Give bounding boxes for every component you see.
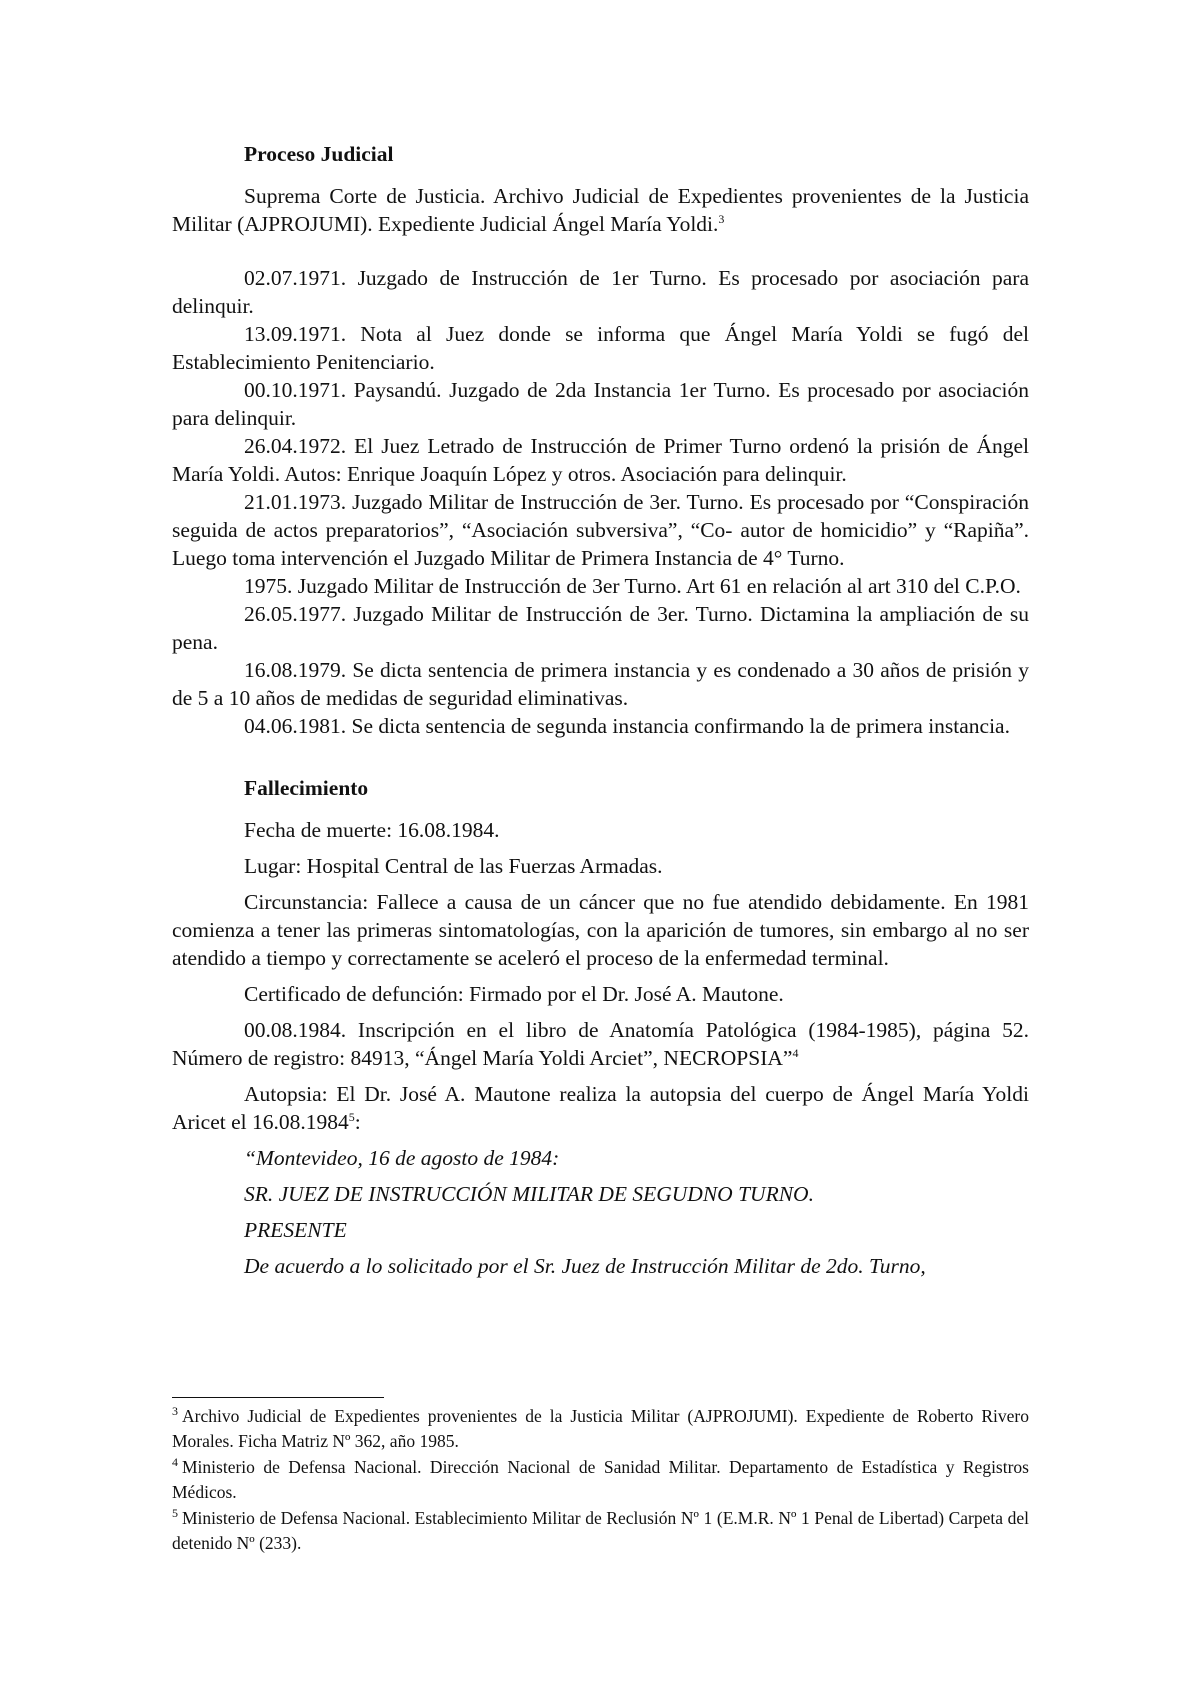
- autopsia-text: Autopsia: El Dr. José A. Mautone realiza la autopsia del cuerpo de Ángel María Yoldi Aricet el 16.08.1984: [172, 1082, 1029, 1134]
- section-heading-fallecimiento: Fallecimiento: [244, 776, 369, 800]
- footnote: [172, 1404, 1029, 1454]
- source-paragraph: [172, 182, 1029, 238]
- entry-paragraph: 13.09.1971. Nota al Juez donde se informa que Ángel María Yoldi se fugó del Establecimiento Penitenciario.: [172, 322, 1029, 374]
- entry-paragraph: 16.08.1979. Se dicta sentencia de primera instancia y es condenado a 30 años de prisión y de 5 a 10 años de medidas de seguridad eliminativas.: [172, 658, 1029, 710]
- footnote: [172, 1455, 1029, 1505]
- footnote-text: Ministerio de Defensa Nacional. Establecimiento Militar de Reclusión Nº 1 (E.M.R. Nº 1 Penal de Libertad) Carpeta del detenido Nº (233).: [172, 1508, 1029, 1553]
- footnotes: [172, 1404, 1029, 1557]
- entry-paragraph: 04.06.1981. Se dicta sentencia de segunda instancia confirmando la de primera instancia.: [244, 714, 1010, 738]
- footnote-separator: [172, 1397, 384, 1398]
- fallecimiento-section: [172, 774, 1029, 1280]
- entry-paragraph: 21.01.1973. Juzgado Militar de Instrucción de 3er. Turno. Es procesado por “Conspiración seguida de actos preparatorios”, “Asociación subversiva”, “Co- autor de homicidio” y “Rapiña”. Luego toma intervención el Juzgado Militar de Primera Instancia de 4° Turno.: [172, 490, 1029, 570]
- fecha-muerte: Fecha de muerte: 16.08.1984.: [244, 818, 500, 842]
- entry-paragraph: 1975. Juzgado Militar de Instrucción de 3er Turno. Art 61 en relación al art 310 del C.P.O.: [244, 574, 1021, 598]
- footnote-text: Ministerio de Defensa Nacional. Dirección Nacional de Sanidad Militar. Departamento de Estadística y Registros Médicos.: [172, 1457, 1029, 1502]
- footnote-number: 4: [172, 1455, 178, 1469]
- entry-paragraph: 00.10.1971. Paysandú. Juzgado de 2da Instancia 1er Turno. Es procesado por asociación para delinquir.: [172, 378, 1029, 430]
- entry-paragraph: 02.07.1971. Juzgado de Instrucción de 1er Turno. Es procesado por asociación para delinquir.: [172, 266, 1029, 318]
- certificado: Certificado de defunción: Firmado por el Dr. José A. Mautone.: [244, 982, 784, 1006]
- quote-line: SR. JUEZ DE INSTRUCCIÓN MILITAR DE SEGUDNO TURNO.: [244, 1182, 814, 1206]
- section-heading-proceso: Proceso Judicial: [244, 142, 394, 166]
- lugar: Lugar: Hospital Central de las Fuerzas Armadas.: [244, 854, 663, 878]
- footnote: [172, 1506, 1029, 1556]
- quote-line: De acuerdo a lo solicitado por el Sr. Juez de Instrucción Militar de 2do. Turno,: [244, 1254, 926, 1278]
- footnote-text: Archivo Judicial de Expedientes provenientes de la Justicia Militar (AJPROJUMI). Expediente de Roberto Rivero Morales. Ficha Matriz Nº 362, año 1985.: [172, 1406, 1029, 1451]
- document-body: [172, 140, 1029, 1280]
- source-text: Suprema Corte de Justicia. Archivo Judicial de Expedientes provenientes de la Justicia Militar (AJPROJUMI). Expediente Judicial Ángel María Yoldi.: [172, 184, 1029, 236]
- quote-line: “Montevideo, 16 de agosto de 1984:: [244, 1146, 560, 1170]
- autopsia-end: :: [354, 1110, 361, 1134]
- entry-paragraph: 26.04.1972. El Juez Letrado de Instrucción de Primer Turno ordenó la prisión de Ángel María Yoldi. Autos: Enrique Joaquín López y otros. Asociación para delinquir.: [172, 434, 1029, 486]
- circunstancia: Circunstancia: Fallece a causa de un cáncer que no fue atendido debidamente. En 1981 comienza a tener las primeras sintomatologías, con la aparición de tumores, sin embargo al no ser atendido a tiempo y correctamente se aceleró el proceso de la enfermedad terminal.: [172, 890, 1029, 970]
- footnote-ref: 5: [348, 1110, 355, 1124]
- inscripcion: [172, 1016, 1029, 1072]
- footnote-ref: 4: [792, 1046, 799, 1060]
- entry-paragraph: 26.05.1977. Juzgado Militar de Instrucción de 3er. Turno. Dictamina la ampliación de su pena.: [172, 602, 1029, 654]
- inscripcion-text: 00.08.1984. Inscripción en el libro de Anatomía Patológica (1984-1985), página 52. Número de registro: 84913, “Ángel María Yoldi Arciet”, NECROPSIA”: [172, 1018, 1029, 1070]
- footnote-number: 3: [172, 1404, 178, 1418]
- footnote-number: 5: [172, 1506, 178, 1520]
- footnote-ref: 3: [718, 212, 725, 226]
- quote-line: PRESENTE: [244, 1218, 347, 1242]
- autopsia: [172, 1080, 1029, 1136]
- proceso-entries: [172, 264, 1029, 740]
